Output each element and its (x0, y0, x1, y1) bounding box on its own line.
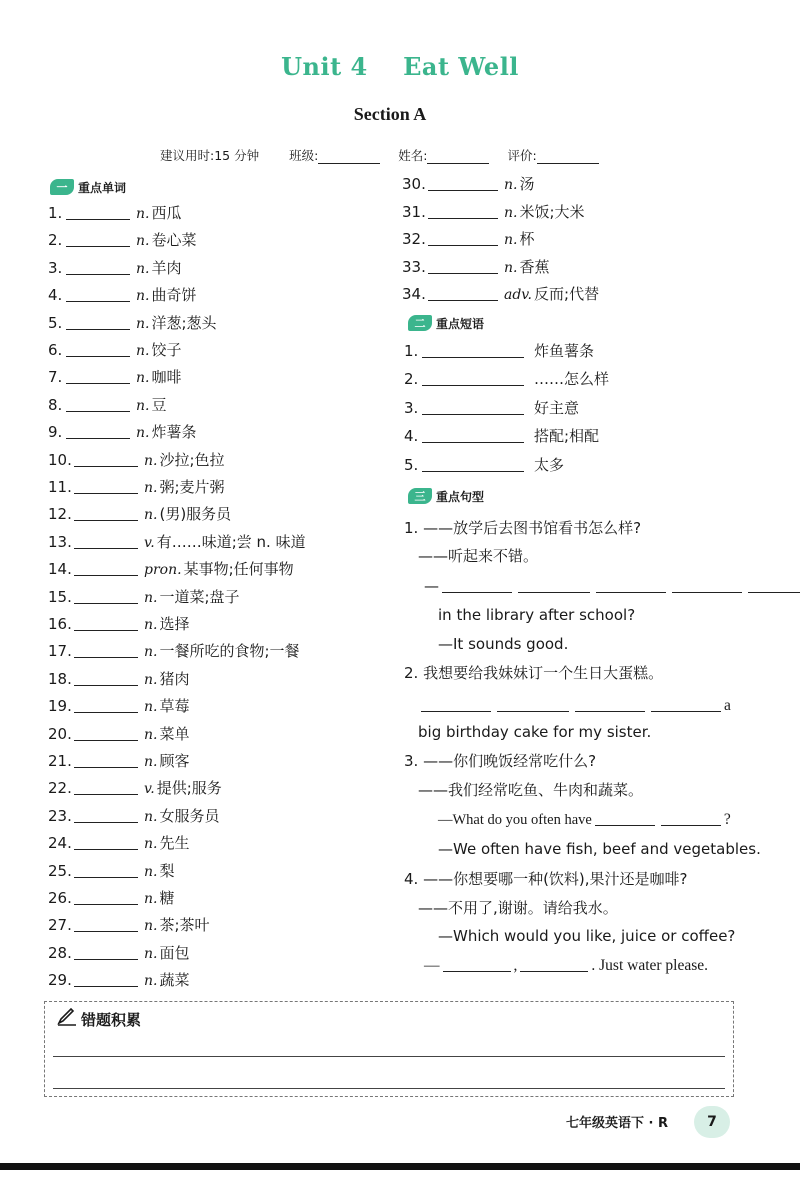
vocab-row (402, 256, 549, 278)
name-blank[interactable] (427, 149, 489, 164)
dash: — (424, 577, 439, 595)
vocab-row (48, 832, 189, 854)
phrase-meaning: 好主意 (534, 398, 580, 417)
answer-blank[interactable] (672, 576, 742, 593)
vocab-number: 12. (48, 505, 72, 524)
vocab-row (402, 201, 585, 223)
part-of-speech: n. (144, 973, 158, 990)
vocab-meaning: 某事物;任何事物 (183, 560, 294, 579)
answer-blank[interactable] (497, 695, 569, 712)
pen-icon (57, 1008, 77, 1030)
section-label: 重点单词 (78, 180, 127, 195)
sentence-4-en-a: —Which would you like, juice or coffee? (438, 927, 736, 945)
vocab-number: 32. (402, 230, 426, 249)
part-of-speech: n. (136, 288, 150, 305)
answer-blank[interactable] (74, 861, 138, 878)
answer-blank[interactable] (74, 724, 138, 741)
vocab-number: 19. (48, 697, 72, 716)
vocab-row (48, 229, 196, 251)
section-title: Section A (353, 104, 427, 124)
part-of-speech: n. (136, 260, 150, 277)
section-number: 二 (408, 315, 432, 331)
sentence-3-cn-a: 3. ——你们晚饭经常吃什么? (404, 752, 597, 770)
part-of-speech: v. (144, 781, 155, 798)
vocab-meaning: 猪肉 (159, 669, 190, 688)
answer-blank[interactable] (74, 970, 138, 987)
answer-blank[interactable] (651, 695, 721, 712)
part-of-speech: n. (144, 699, 158, 716)
vocab-number: 7. (48, 368, 63, 387)
vocab-meaning: 香蕉 (519, 257, 550, 276)
part-of-speech: n. (144, 644, 158, 661)
vocab-meaning: 羊肉 (151, 258, 182, 277)
part-of-speech: adv. (504, 287, 533, 304)
vocab-number: 31. (402, 202, 426, 221)
part-of-speech: v. (144, 534, 155, 551)
error-notes-label: 错题积累 (81, 1010, 142, 1029)
vocab-row (48, 640, 300, 662)
part-of-speech: n. (136, 206, 150, 222)
vocab-number: 2. (48, 231, 63, 250)
answer-blank[interactable] (66, 285, 130, 302)
vocab-meaning: 茶;茶叶 (159, 916, 210, 935)
dash: — (424, 957, 440, 974)
vocab-number: 20. (48, 724, 72, 743)
vocab-meaning: 草莓 (159, 697, 190, 716)
sentence-4-cn-a: 4. ——你想要哪一种(饮料),果汁还是咖啡? (404, 870, 688, 888)
vocab-meaning: 一道菜;盘子 (159, 587, 240, 606)
vocab-row (48, 202, 181, 224)
part-of-speech: n. (144, 726, 158, 743)
answer-blank[interactable] (74, 504, 138, 521)
sentence-4-end: . Just water please. (591, 957, 709, 974)
part-of-speech: n. (144, 945, 158, 962)
phrase-row (404, 368, 609, 390)
vocab-meaning: 咖啡 (151, 368, 182, 387)
page-number: 7 (694, 1106, 730, 1138)
vocab-meaning: 豆 (151, 395, 167, 414)
part-of-speech: n. (136, 343, 150, 359)
vocab-meaning: (男)服务员 (159, 505, 232, 524)
answer-blank[interactable] (428, 284, 498, 301)
part-of-speech: n. (144, 808, 158, 825)
section-number: 一 (50, 179, 74, 195)
answer-blank[interactable] (74, 888, 138, 905)
vocab-number: 24. (48, 834, 72, 853)
answer-blank[interactable] (422, 455, 524, 472)
vocab-meaning: 女服务员 (159, 806, 220, 825)
part-of-speech: n. (144, 480, 158, 496)
vocab-meaning: 蔬菜 (159, 971, 190, 990)
vocab-meaning: 糖 (159, 889, 175, 907)
part-of-speech: n. (504, 177, 518, 193)
vocab-row (48, 503, 231, 525)
phrase-number: 5. (404, 455, 419, 474)
part-of-speech: n. (136, 370, 150, 387)
phrase-number: 1. (404, 342, 419, 360)
vocab-meaning: 顾客 (159, 752, 190, 770)
vocab-number: 21. (48, 752, 72, 770)
answer-blank[interactable] (518, 576, 590, 593)
vocab-number: 27. (48, 916, 72, 935)
vocab-number: 22. (48, 779, 72, 798)
part-of-speech: n. (144, 671, 158, 688)
page-title: Unit 4 Eat Well (281, 52, 519, 81)
answer-blank[interactable] (74, 806, 138, 823)
answer-blank[interactable] (74, 641, 138, 658)
section-badge-vocab (50, 178, 126, 196)
vocab-row (48, 558, 294, 580)
vocab-row (48, 723, 189, 745)
answer-blank[interactable] (74, 559, 138, 576)
answer-blank[interactable] (748, 576, 800, 593)
answer-blank[interactable] (74, 614, 138, 631)
answer-blank[interactable] (66, 258, 130, 275)
answer-blank[interactable] (66, 395, 130, 412)
answer-blank[interactable] (66, 313, 130, 330)
vocab-number: 34. (402, 285, 426, 304)
answer-blank[interactable] (66, 422, 130, 439)
answer-blank[interactable] (74, 915, 138, 932)
vocab-number: 5. (48, 313, 63, 332)
sentence-3-en-a: —What do you often have (438, 812, 592, 828)
vocab-meaning: 选择 (159, 615, 190, 633)
phrase-number: 4. (404, 427, 419, 446)
vocab-meaning: 杯 (519, 230, 535, 249)
vocab-meaning: 沙拉;色拉 (159, 450, 225, 469)
vocab-row (48, 586, 240, 608)
section-label: 重点短语 (436, 316, 485, 331)
vocab-number: 26. (48, 889, 72, 907)
class-label: 班级: (289, 148, 319, 163)
part-of-speech: n. (136, 425, 150, 442)
vocab-row (48, 366, 181, 388)
answer-blank[interactable] (74, 778, 138, 795)
time-suggestion: 建议用时:15 分钟 (160, 148, 260, 163)
answer-blank[interactable] (74, 450, 138, 467)
vocab-number: 16. (48, 615, 72, 633)
vocab-row (48, 777, 222, 799)
answer-blank[interactable] (422, 426, 524, 443)
vocab-number: 15. (48, 587, 72, 606)
part-of-speech: n. (504, 204, 518, 221)
phrase-number: 2. (404, 370, 419, 389)
answer-blank[interactable] (575, 695, 645, 712)
phrase-meaning: 太多 (534, 455, 565, 474)
part-of-speech: n. (144, 589, 158, 606)
answer-blank[interactable] (422, 341, 524, 358)
answer-blank[interactable] (74, 833, 138, 850)
bottom-bar (0, 1163, 800, 1170)
sentence-4-cn-b: ——不用了,谢谢。请给我水。 (418, 899, 618, 917)
meta-line (160, 146, 613, 164)
vocab-meaning: 西瓜 (151, 204, 182, 222)
vocab-number: 25. (48, 861, 72, 880)
vocab-meaning: 一餐所吃的食物;一餐 (159, 642, 300, 661)
part-of-speech: n. (144, 918, 158, 935)
answer-blank[interactable] (74, 587, 138, 604)
section-label: 重点句型 (436, 489, 485, 504)
vocab-row (48, 969, 189, 991)
vocab-number: 4. (48, 286, 63, 305)
sentence-2-cn: 2. 我想要给我妹妹订一个生日大蛋糕。 (404, 664, 664, 682)
answer-blank[interactable] (428, 174, 498, 191)
phrase-meaning: 炸鱼薯条 (534, 342, 595, 360)
book-label: 七年级英语下 · R (566, 1116, 669, 1131)
answer-blank[interactable] (428, 257, 498, 274)
vocab-number: 6. (48, 341, 63, 359)
answer-blank[interactable] (520, 955, 588, 972)
vocab-number: 8. (48, 395, 63, 414)
error-notes-box (44, 1001, 734, 1097)
part-of-speech: n. (144, 507, 158, 524)
vocab-number: 17. (48, 642, 72, 661)
vocab-row (48, 914, 210, 936)
vocab-row (48, 394, 166, 416)
part-of-speech: n. (504, 232, 518, 249)
part-of-speech: n. (136, 233, 150, 250)
part-of-speech: n. (144, 836, 158, 853)
vocab-meaning: 洋葱;葱头 (151, 313, 217, 332)
answer-blank[interactable] (595, 809, 655, 826)
part-of-speech: n. (144, 891, 158, 907)
vocab-meaning: 菜单 (159, 724, 190, 743)
vocab-meaning: 汤 (519, 175, 535, 193)
error-notes-title (57, 1008, 141, 1030)
vocab-number: 33. (402, 257, 426, 276)
vocab-row (48, 421, 196, 443)
part-of-speech: n. (136, 397, 150, 414)
sentence-2-end: a (724, 697, 731, 714)
answer-blank[interactable] (74, 477, 138, 494)
vocab-row (48, 449, 225, 471)
vocab-meaning: 曲奇饼 (151, 286, 197, 305)
section-number: 三 (408, 488, 432, 504)
vocab-row (48, 805, 219, 827)
answer-blank[interactable] (74, 943, 138, 960)
section-badge-sentences (408, 487, 484, 505)
vocab-number: 13. (48, 532, 72, 551)
part-of-speech: n. (144, 863, 158, 880)
vocab-row (48, 476, 225, 498)
vocab-row (48, 339, 181, 361)
answer-blank[interactable] (422, 398, 524, 415)
vocab-meaning: 饺子 (151, 341, 182, 359)
sentence-3-cn-b: ——我们经常吃鱼、牛肉和蔬菜。 (418, 781, 644, 799)
answer-blank[interactable] (661, 809, 721, 826)
answer-blank[interactable] (74, 532, 138, 549)
sentence-2-en-b: big birthday cake for my sister. (418, 723, 652, 741)
score-blank[interactable] (537, 149, 599, 164)
answer-blank[interactable] (596, 576, 666, 593)
vocab-row (48, 887, 174, 909)
vocab-row (48, 942, 189, 964)
vocab-meaning: 提供;服务 (156, 779, 222, 798)
vocab-row (402, 173, 534, 195)
answer-blank[interactable] (428, 202, 498, 219)
vocab-meaning: 有……味道;尝 n. 味道 (156, 532, 306, 551)
vocab-number: 28. (48, 943, 72, 962)
vocab-meaning: 粥;麦片粥 (159, 478, 225, 496)
writing-line[interactable] (53, 1088, 725, 1089)
vocab-number: 30. (402, 175, 426, 193)
vocab-row (48, 613, 189, 635)
question-mark: ? (723, 811, 731, 828)
part-of-speech: n. (144, 754, 158, 770)
phrase-row (404, 397, 579, 419)
vocab-row (48, 695, 189, 717)
answer-blank[interactable] (74, 751, 138, 768)
sentence-1-en-c: —It sounds good. (438, 635, 569, 653)
phrase-row (404, 454, 564, 476)
vocab-number: 23. (48, 806, 72, 825)
vocab-number: 29. (48, 971, 72, 990)
phrase-row (404, 340, 594, 362)
vocab-meaning: 梨 (159, 861, 175, 880)
answer-blank[interactable] (442, 576, 512, 593)
comma: , (513, 957, 518, 974)
vocab-number: 10. (48, 450, 72, 469)
vocab-meaning: 反而;代替 (534, 285, 600, 304)
vocab-row (48, 312, 217, 334)
section-badge-phrases (408, 314, 484, 332)
class-blank[interactable] (318, 149, 380, 164)
vocab-meaning: 卷心菜 (151, 231, 197, 250)
vocab-row (402, 228, 534, 250)
sentence-1-cn-b: ——听起来不错。 (418, 547, 539, 565)
answer-blank[interactable] (66, 367, 130, 384)
vocab-number: 9. (48, 423, 63, 442)
answer-blank[interactable] (422, 369, 524, 386)
vocab-meaning: 炸薯条 (151, 423, 197, 442)
vocab-number: 11. (48, 478, 72, 496)
part-of-speech: n. (144, 452, 158, 469)
answer-blank[interactable] (66, 230, 130, 247)
answer-blank[interactable] (66, 203, 130, 220)
vocab-number: 3. (48, 258, 63, 277)
sentence-3-en-b: —We often have fish, beef and vegetables. (438, 840, 761, 858)
vocab-row (48, 531, 306, 553)
answer-blank[interactable] (421, 695, 491, 712)
vocab-row (48, 668, 189, 690)
writing-line[interactable] (53, 1056, 725, 1057)
vocab-row (48, 284, 196, 306)
answer-blank[interactable] (443, 955, 511, 972)
part-of-speech: n. (136, 315, 150, 332)
answer-blank[interactable] (74, 696, 138, 713)
vocab-number: 1. (48, 204, 63, 222)
vocab-meaning: 米饭;大米 (519, 202, 585, 221)
answer-blank[interactable] (74, 669, 138, 686)
vocab-meaning: 面包 (159, 943, 190, 962)
sentence-1-blanks (424, 575, 800, 597)
sentence-3-en-a-line (438, 808, 731, 830)
vocab-row (48, 257, 181, 279)
sentence-1-en-b: in the library after school? (438, 606, 636, 624)
phrase-meaning: ……怎么样 (534, 370, 610, 389)
part-of-speech: n. (504, 259, 518, 276)
phrase-row (404, 425, 599, 447)
phrase-number: 3. (404, 398, 419, 417)
answer-blank[interactable] (428, 229, 498, 246)
sentence-2-blanks (418, 694, 731, 716)
vocab-meaning: 先生 (159, 834, 190, 853)
part-of-speech: pron. (144, 562, 182, 579)
score-label: 评价: (507, 148, 537, 163)
sentence-4-en-b-line (424, 954, 708, 976)
vocab-row (48, 860, 174, 882)
vocab-row (48, 750, 189, 772)
vocab-row (402, 283, 599, 305)
name-label: 姓名: (398, 148, 428, 163)
part-of-speech: n. (144, 617, 158, 633)
phrase-meaning: 搭配;相配 (534, 427, 600, 446)
sentence-1-cn-a: 1. ——放学后去图书馆看书怎么样? (404, 519, 642, 537)
vocab-number: 14. (48, 560, 72, 579)
answer-blank[interactable] (66, 340, 130, 357)
vocab-number: 18. (48, 669, 72, 688)
